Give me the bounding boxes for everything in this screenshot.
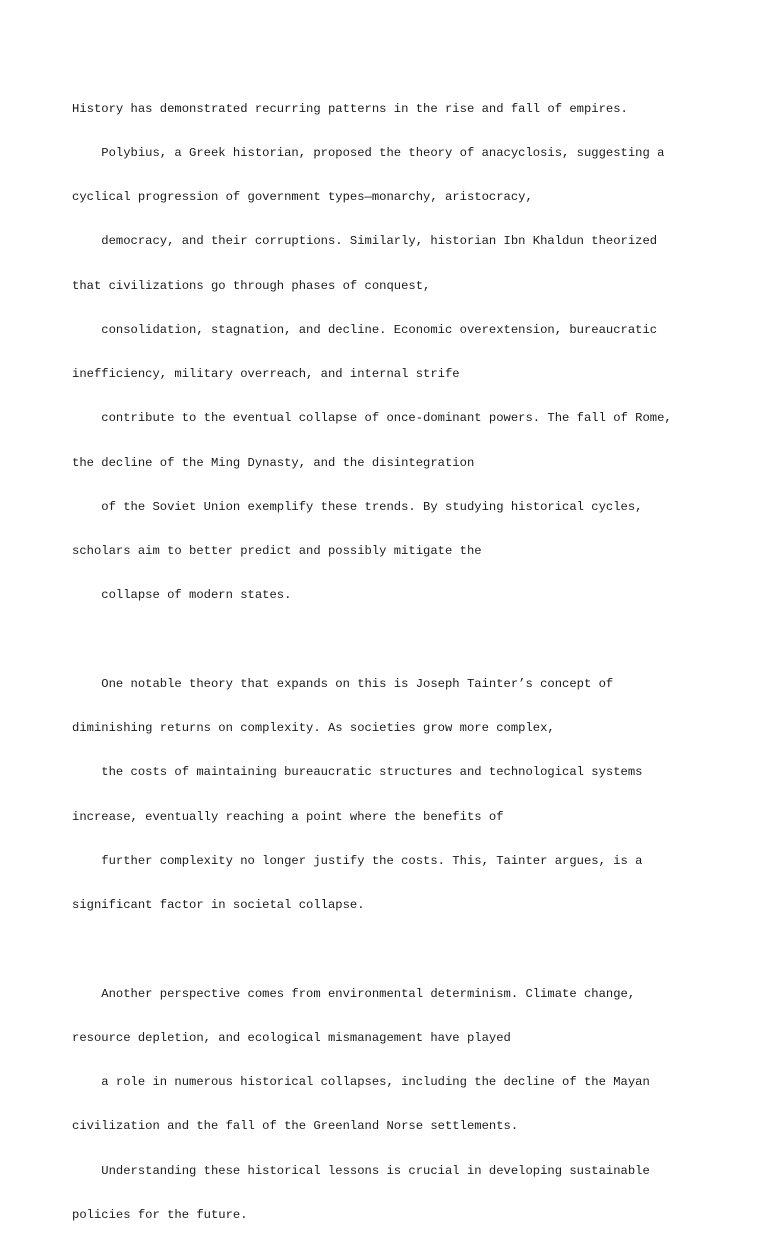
text-line: collapse of modern states. [72, 588, 292, 603]
text-line: further complexity no longer justify the costs. This, Tainter argues, is a [72, 853, 643, 868]
text-line: diminishing returns on complexity. As societies grow more complex, [72, 721, 555, 735]
text-line: inefficiency, military overreach, and internal strife [72, 367, 460, 381]
text-line: One notable theory that expands on this is Joseph Tainter’s concept of [72, 676, 614, 691]
text-line: that civilizations go through phases of conquest, [72, 278, 431, 293]
text-line: civilization and the fall of the Greenland Norse settlements. [72, 1119, 519, 1134]
text-line: the decline of the Ming Dynasty, and the disintegration [72, 455, 475, 470]
text-line: the costs of maintaining bureaucratic structures and technological systems [72, 765, 643, 780]
text-line: consolidation, stagnation, and decline. Economic overextension, bureaucratic [72, 322, 658, 337]
paragraph-tainter-complexity [72, 647, 712, 942]
text-line: Understanding these historical lessons is crucial in developing sustainable [72, 1163, 650, 1178]
text-line: increase, eventually reaching a point where the benefits of [72, 809, 504, 824]
text-line: scholars aim to better predict and possibly mitigate the [72, 544, 482, 558]
paragraph-environmental-determinism [72, 957, 712, 1252]
text-line: Polybius, a Greek historian, proposed the theory of anacyclosis, suggesting a [72, 145, 665, 160]
document-page [72, 72, 712, 1252]
text-line: of the Soviet Union exemplify these trends. By studying historical cycles, [72, 499, 643, 514]
text-line: policies for the future. [72, 1207, 248, 1222]
text-line: History has demonstrated recurring patterns in the rise and fall of empires. [72, 101, 628, 116]
text-line: resource depletion, and ecological mismanagement have played [72, 1030, 511, 1045]
text-line: cyclical progression of government types—monarchy, aristocracy, [72, 190, 533, 204]
paragraph-empire-cycles [72, 72, 712, 633]
text-line: democracy, and their corruptions. Similarly, historian Ibn Khaldun theorized [72, 234, 658, 249]
text-line: a role in numerous historical collapses, including the decline of the Mayan [72, 1075, 650, 1089]
paragraph-spacer [72, 633, 712, 648]
text-line: Another perspective comes from environmental determinism. Climate change, [72, 986, 636, 1001]
text-line: significant factor in societal collapse. [72, 898, 365, 912]
text-line: contribute to the eventual collapse of once-dominant powers. The fall of Rome, [72, 411, 672, 426]
paragraph-spacer [72, 942, 712, 957]
